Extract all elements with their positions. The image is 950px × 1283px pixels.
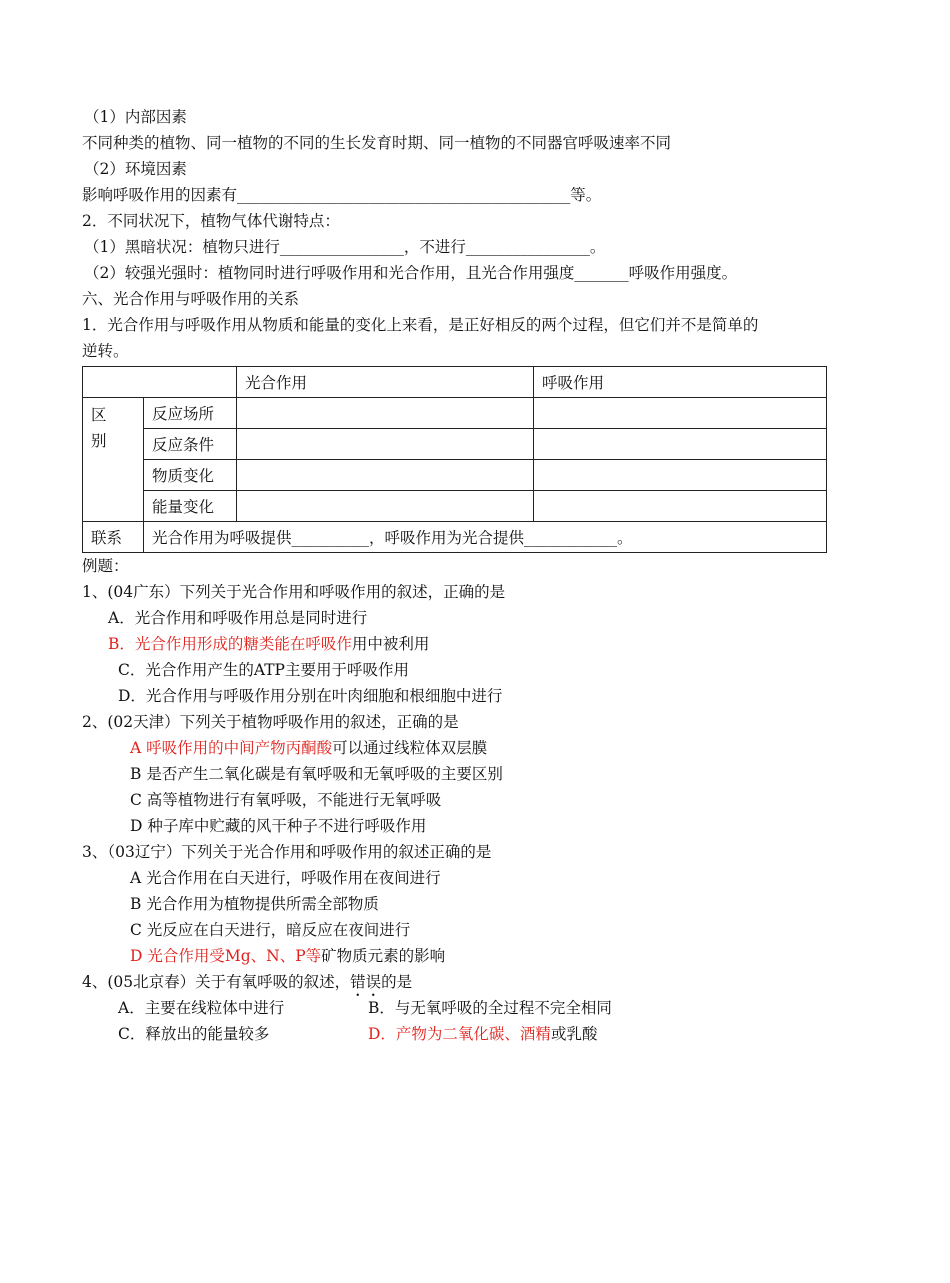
q4-option-a: A．主要在线粒体中进行 [118,999,285,1017]
table-row [83,429,827,460]
difference-label [83,398,144,522]
header-respiration: 呼吸作用 [534,367,827,398]
q3-stem: 3、（03辽宁）下列关于光合作用和呼吸作用的叙述正确的是 [82,843,492,861]
strong-light-condition: （2）较强光强时：植物同时进行呼吸作用和光合作用，且光合作用强度_______呼吸作用强度。 [84,264,738,282]
cell-photo-matter [237,460,534,491]
section-6-para-line1: 1．光合作用与呼吸作用从物质和能量的变化上来看，是正好相反的两个过程，但它们并不是简单的 [82,316,759,334]
q4-stem-post: 的是 [381,973,413,991]
q1-option-b [82,631,862,657]
cell-resp-energy [534,491,827,522]
q2-option-a-rest: 可以通过线粒体双层膜 [332,739,488,757]
cell-resp-condition [534,429,827,460]
q2-option-a-answer: A 呼吸作用的中间产物丙酮酸 [130,739,333,757]
table-header-row [83,367,827,398]
q4-option-d-rest: 或乳酸 [550,1025,598,1043]
table-row [83,522,827,553]
q4-options-row1 [82,995,862,1021]
table-row [83,491,827,522]
table-row [83,398,827,429]
relation-label: 联系 [83,522,144,553]
env-factor-heading: （2）环境因素 [84,160,187,178]
section-6-para-line2: 逆转。 [82,342,129,360]
internal-factor-text: 不同种类的植物、同一植物的不同的生长发育时期、同一植物的不同器官呼吸速率不同 [82,134,672,152]
row-label-energy: 能量变化 [144,491,237,522]
difference-label-char2: 别 [91,432,107,450]
section-6-title: 六、光合作用与呼吸作用的关系 [82,290,300,308]
q3-option-d [82,943,862,969]
document-page [82,104,862,1047]
q4-stem-emphasis: 错误 [350,973,382,991]
dark-condition: （1）黑暗状况：植物只进行________________，不进行________________。 [84,238,606,256]
row-label-condition: 反应条件 [144,429,237,460]
relation-text: 光合作用为呼吸提供__________，呼吸作用为光合提供____________。 [144,522,827,553]
header-photosynthesis: 光合作用 [237,367,534,398]
q1-option-c: C．光合作用产生的ATP主要用于呼吸作用 [118,661,409,679]
q3-option-d-answer: D 光合作用受Mg、N、P等 [130,947,322,965]
table-row [83,460,827,491]
internal-factor-heading: （1）内部因素 [84,108,187,126]
row-label-site: 反应场所 [144,398,237,429]
q4-stem-pre: 4、(05北京春）关于有氧呼吸的叙述， [82,973,351,991]
q1-option-d: D．光合作用与呼吸作用分别在叶肉细胞和根细胞中进行 [118,687,503,705]
difference-label-char1: 区 [91,406,107,424]
q2-option-a [82,735,862,761]
q3-option-a: A 光合作用在白天进行，呼吸作用在夜间进行 [130,869,441,887]
cell-photo-site [237,398,534,429]
q4-option-b: B．与无氧呼吸的全过程不完全相同 [368,999,612,1017]
comparison-table [82,366,827,553]
point-2-title: 2．不同状况下，植物气体代谢特点： [82,212,340,230]
q1-option-b-answer: B．光合作用形成的糖类能在呼吸作 [108,635,352,653]
examples-heading: 例题： [82,557,129,575]
q1-option-a: A．光合作用和呼吸作用总是同时进行 [108,609,368,627]
row-label-matter: 物质变化 [144,460,237,491]
q4-option-d-answer: D．产物为二氧化碳、酒精 [368,1025,551,1043]
q2-option-d: D 种子库中贮藏的风干种子不进行呼吸作用 [130,817,427,835]
q2-stem: 2、(02天津）下列关于植物呼吸作用的叙述，正确的是 [82,713,459,731]
q4-options-row2 [82,1021,862,1047]
cell-photo-energy [237,491,534,522]
q4-stem [82,969,862,995]
q1-option-b-rest: 用中被利用 [351,635,430,653]
q2-option-b: B 是否产生二氧化碳是有氧呼吸和无氧呼吸的主要区别 [130,765,503,783]
q3-option-c: C 光反应在白天进行，暗反应在夜间进行 [130,921,411,939]
env-factor-text: 影响呼吸作用的因素有___________________________________________等。 [82,186,602,204]
cell-resp-matter [534,460,827,491]
q2-option-c: C 高等植物进行有氧呼吸，不能进行无氧呼吸 [130,791,442,809]
cell-resp-site [534,398,827,429]
q3-option-b: B 光合作用为植物提供所需全部物质 [130,895,379,913]
q4-option-c: C．释放出的能量较多 [118,1025,270,1043]
q1-stem: 1、(04广东）下列关于光合作用和呼吸作用的叙述，正确的是 [82,583,506,601]
table-corner-cell [83,367,237,398]
cell-photo-condition [237,429,534,460]
q3-option-d-rest: 矿物质元素的影响 [321,947,446,965]
